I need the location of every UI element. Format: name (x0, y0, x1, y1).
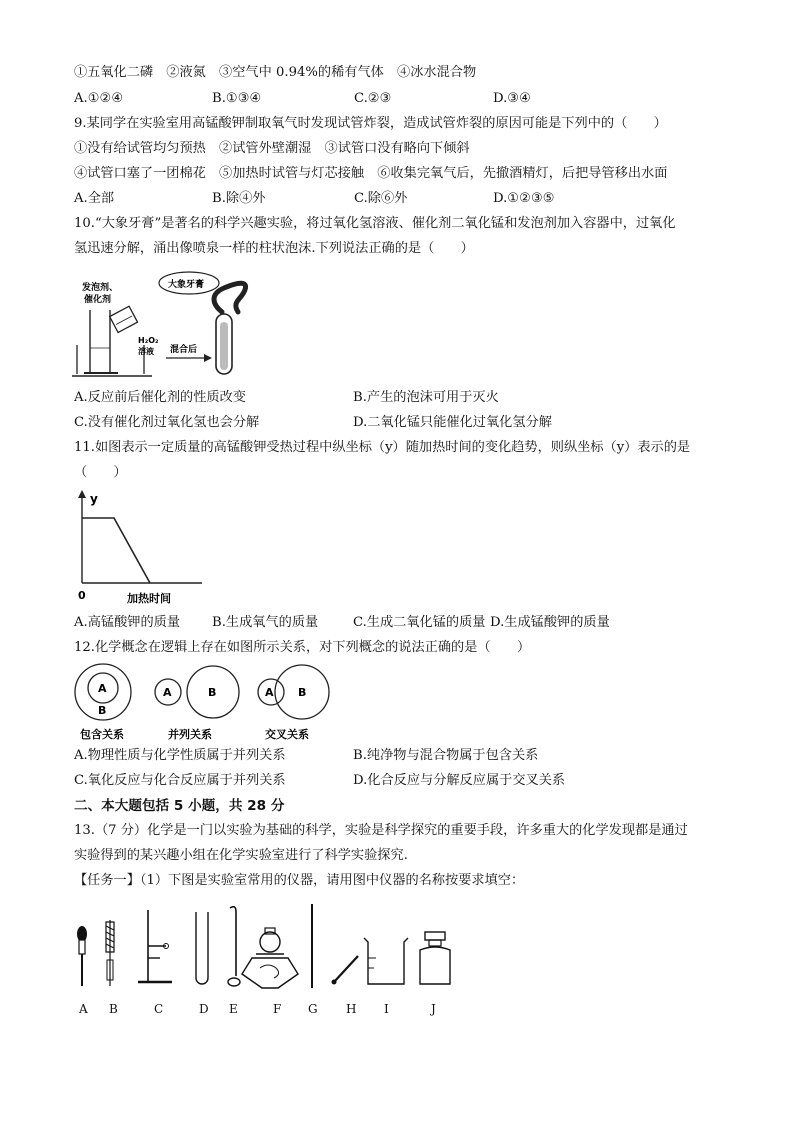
q9-option-b[interactable]: B.除④外 (212, 191, 266, 206)
svg-text:A: A (265, 686, 274, 699)
q11-stem-line2: （ ） (74, 465, 127, 480)
dropper-icon (77, 926, 87, 986)
q10-option-a[interactable]: A.反应前后催化剂的性质改变 (74, 390, 246, 405)
alcohol-lamp-icon (242, 928, 298, 988)
q11-option-b[interactable]: B.生成氧气的质量 (212, 615, 319, 630)
q9-option-a[interactable]: A.全部 (74, 191, 115, 206)
q9-line1: ①没有给试管均匀预热 ②试管外壁潮湿 ③试管口没有略向下倾斜 (74, 141, 470, 156)
apparatus-label-i: I (384, 1002, 389, 1016)
origin-label: 0 (78, 589, 86, 602)
svg-text:A: A (163, 686, 172, 699)
reagent-bottle-icon (420, 932, 450, 984)
x-axis-label: 加热时间 (127, 592, 171, 605)
apparatus-label-j: J (431, 1002, 436, 1016)
q13-task-one: 【任务一】（1）下图是实验室常用的仪器，请用图中仪器的名称按要求填空： (74, 873, 525, 888)
parallel-label: 并列关系 (168, 728, 212, 741)
apparatus-label-b: B (109, 1002, 118, 1016)
medicine-spoon-icon (228, 907, 240, 986)
apparatus-label-d: D (199, 1002, 209, 1016)
trend-line (82, 518, 150, 583)
q10-option-d[interactable]: D.二氧化锰只能催化过氧化氢分解 (353, 415, 552, 430)
q8-option-d[interactable]: D.③④ (493, 91, 531, 106)
lab-apparatus-figure (68, 898, 458, 998)
y-axis-label: y (90, 492, 98, 506)
svg-text:B: B (298, 686, 307, 699)
parallel-diagram (155, 666, 239, 741)
q13-stem-line2: 实验得到的某兴趣小组在化学实验室进行了科学实验探究. (74, 848, 408, 863)
q9-option-c[interactable]: C.除⑥外 (354, 191, 408, 206)
containment-label: 包含关系 (80, 728, 124, 741)
h2o2-label: H₂O₂ (138, 336, 159, 345)
apparatus-label-f: F (273, 1002, 282, 1016)
test-tube-brush-icon (106, 920, 114, 986)
apparatus-label-e: E (229, 1002, 238, 1016)
q12-stem: 12.化学概念在逻辑上存在如图所示关系，对下列概念的说法正确的是（ ） (74, 640, 531, 655)
q8-option-c[interactable]: C.②③ (354, 91, 392, 106)
pouring-beaker-icon (110, 306, 138, 332)
thermometer-icon (332, 956, 359, 985)
svg-text:A: A (98, 682, 107, 695)
q12-option-d[interactable]: D.化合反应与分解反应属于交叉关系 (353, 773, 566, 788)
q11-option-c[interactable]: C.生成二氧化锰的质量 (353, 615, 486, 630)
foam-column-icon (214, 283, 246, 312)
q9-stem: 9.某同学在实验室用高锰酸钾制取氧气时发现试管炸裂，造成试管炸裂的原因可能是下列中的（ ） (74, 116, 667, 131)
q9-line2: ④试管口塞了一团棉花 ⑤加热时试管与灯芯接触 ⑥收集完氧气后，先撤酒精灯，后把导管移出水面 (74, 166, 668, 181)
apparatus-label-c: C (154, 1002, 164, 1016)
q12-option-c[interactable]: C.氧化反应与化合反应属于并列关系 (74, 773, 286, 788)
q10-stem-line1: 10.“大象牙膏”是著名的科学兴趣实验，将过氧化氢溶液、催化剂二氧化锰和发泡剂加入容器中，过氧化 (74, 216, 676, 231)
q11-option-d[interactable]: D.生成锰酸钾的质量 (490, 615, 610, 630)
q8-option-b[interactable]: B.①③④ (212, 91, 262, 106)
q8-option-a[interactable]: A.①②④ (74, 91, 124, 106)
q10-option-c[interactable]: C.没有催化剂过氧化氢也会分解 (74, 415, 260, 430)
svg-text:B: B (98, 704, 107, 717)
q11-trend-graph (72, 488, 212, 606)
q10-option-b[interactable]: B.产生的泡沫可用于灭火 (353, 390, 499, 405)
concept-relation-diagrams (72, 662, 342, 742)
q11-option-a[interactable]: A.高锰酸钾的质量 (74, 615, 181, 630)
containment-diagram (75, 664, 131, 741)
test-tube-icon (196, 912, 208, 984)
q8-items: ①五氧化二磷 ②液氮 ③空气中 0.94%的稀有气体 ④冰水混合物 (74, 65, 477, 80)
beaker-icon (364, 938, 408, 984)
foaming-agent-label: 发泡剂、 (82, 283, 119, 293)
cross-diagram (258, 665, 329, 741)
apparatus-label-h: H (346, 1002, 357, 1016)
cross-label: 交叉关系 (265, 728, 309, 741)
solution-label: 溶液 (138, 347, 154, 356)
q13-stem-line1: 13.（7 分）化学是一门以实验为基础的科学，实验是科学探究的重要手段，许多重大的化学发现都是通过 (74, 823, 688, 838)
section-2-heading: 二、本大题包括 5 小题，共 28 分 (74, 798, 285, 814)
q9-option-d[interactable]: D.①②③⑤ (493, 191, 555, 206)
elephant-toothpaste-figure (72, 270, 282, 380)
q12-option-b[interactable]: B.纯净物与混合物属于包含关系 (353, 748, 539, 763)
mixed-label: 混合后 (170, 345, 198, 355)
apparatus-label-a: A (79, 1002, 88, 1016)
catalyst-label: 催化剂 (84, 295, 112, 305)
apparatus-label-g: G (308, 1002, 318, 1016)
iron-stand-icon (138, 910, 172, 982)
q12-option-a[interactable]: A.物理性质与化学性质属于并列关系 (74, 748, 286, 763)
svg-text:B: B (208, 686, 217, 699)
q10-stem-line2: 氢迅速分解，涌出像喷泉一样的柱状泡沫.下列说法正确的是（ ） (74, 241, 474, 256)
q11-stem-line1: 11.如图表示一定质量的高锰酸钾受热过程中纵坐标（y）随加热时间的变化趋势，则纵坐标（y）表示的是 (74, 440, 691, 455)
elephant-toothpaste-label: 大象牙膏 (168, 280, 205, 290)
